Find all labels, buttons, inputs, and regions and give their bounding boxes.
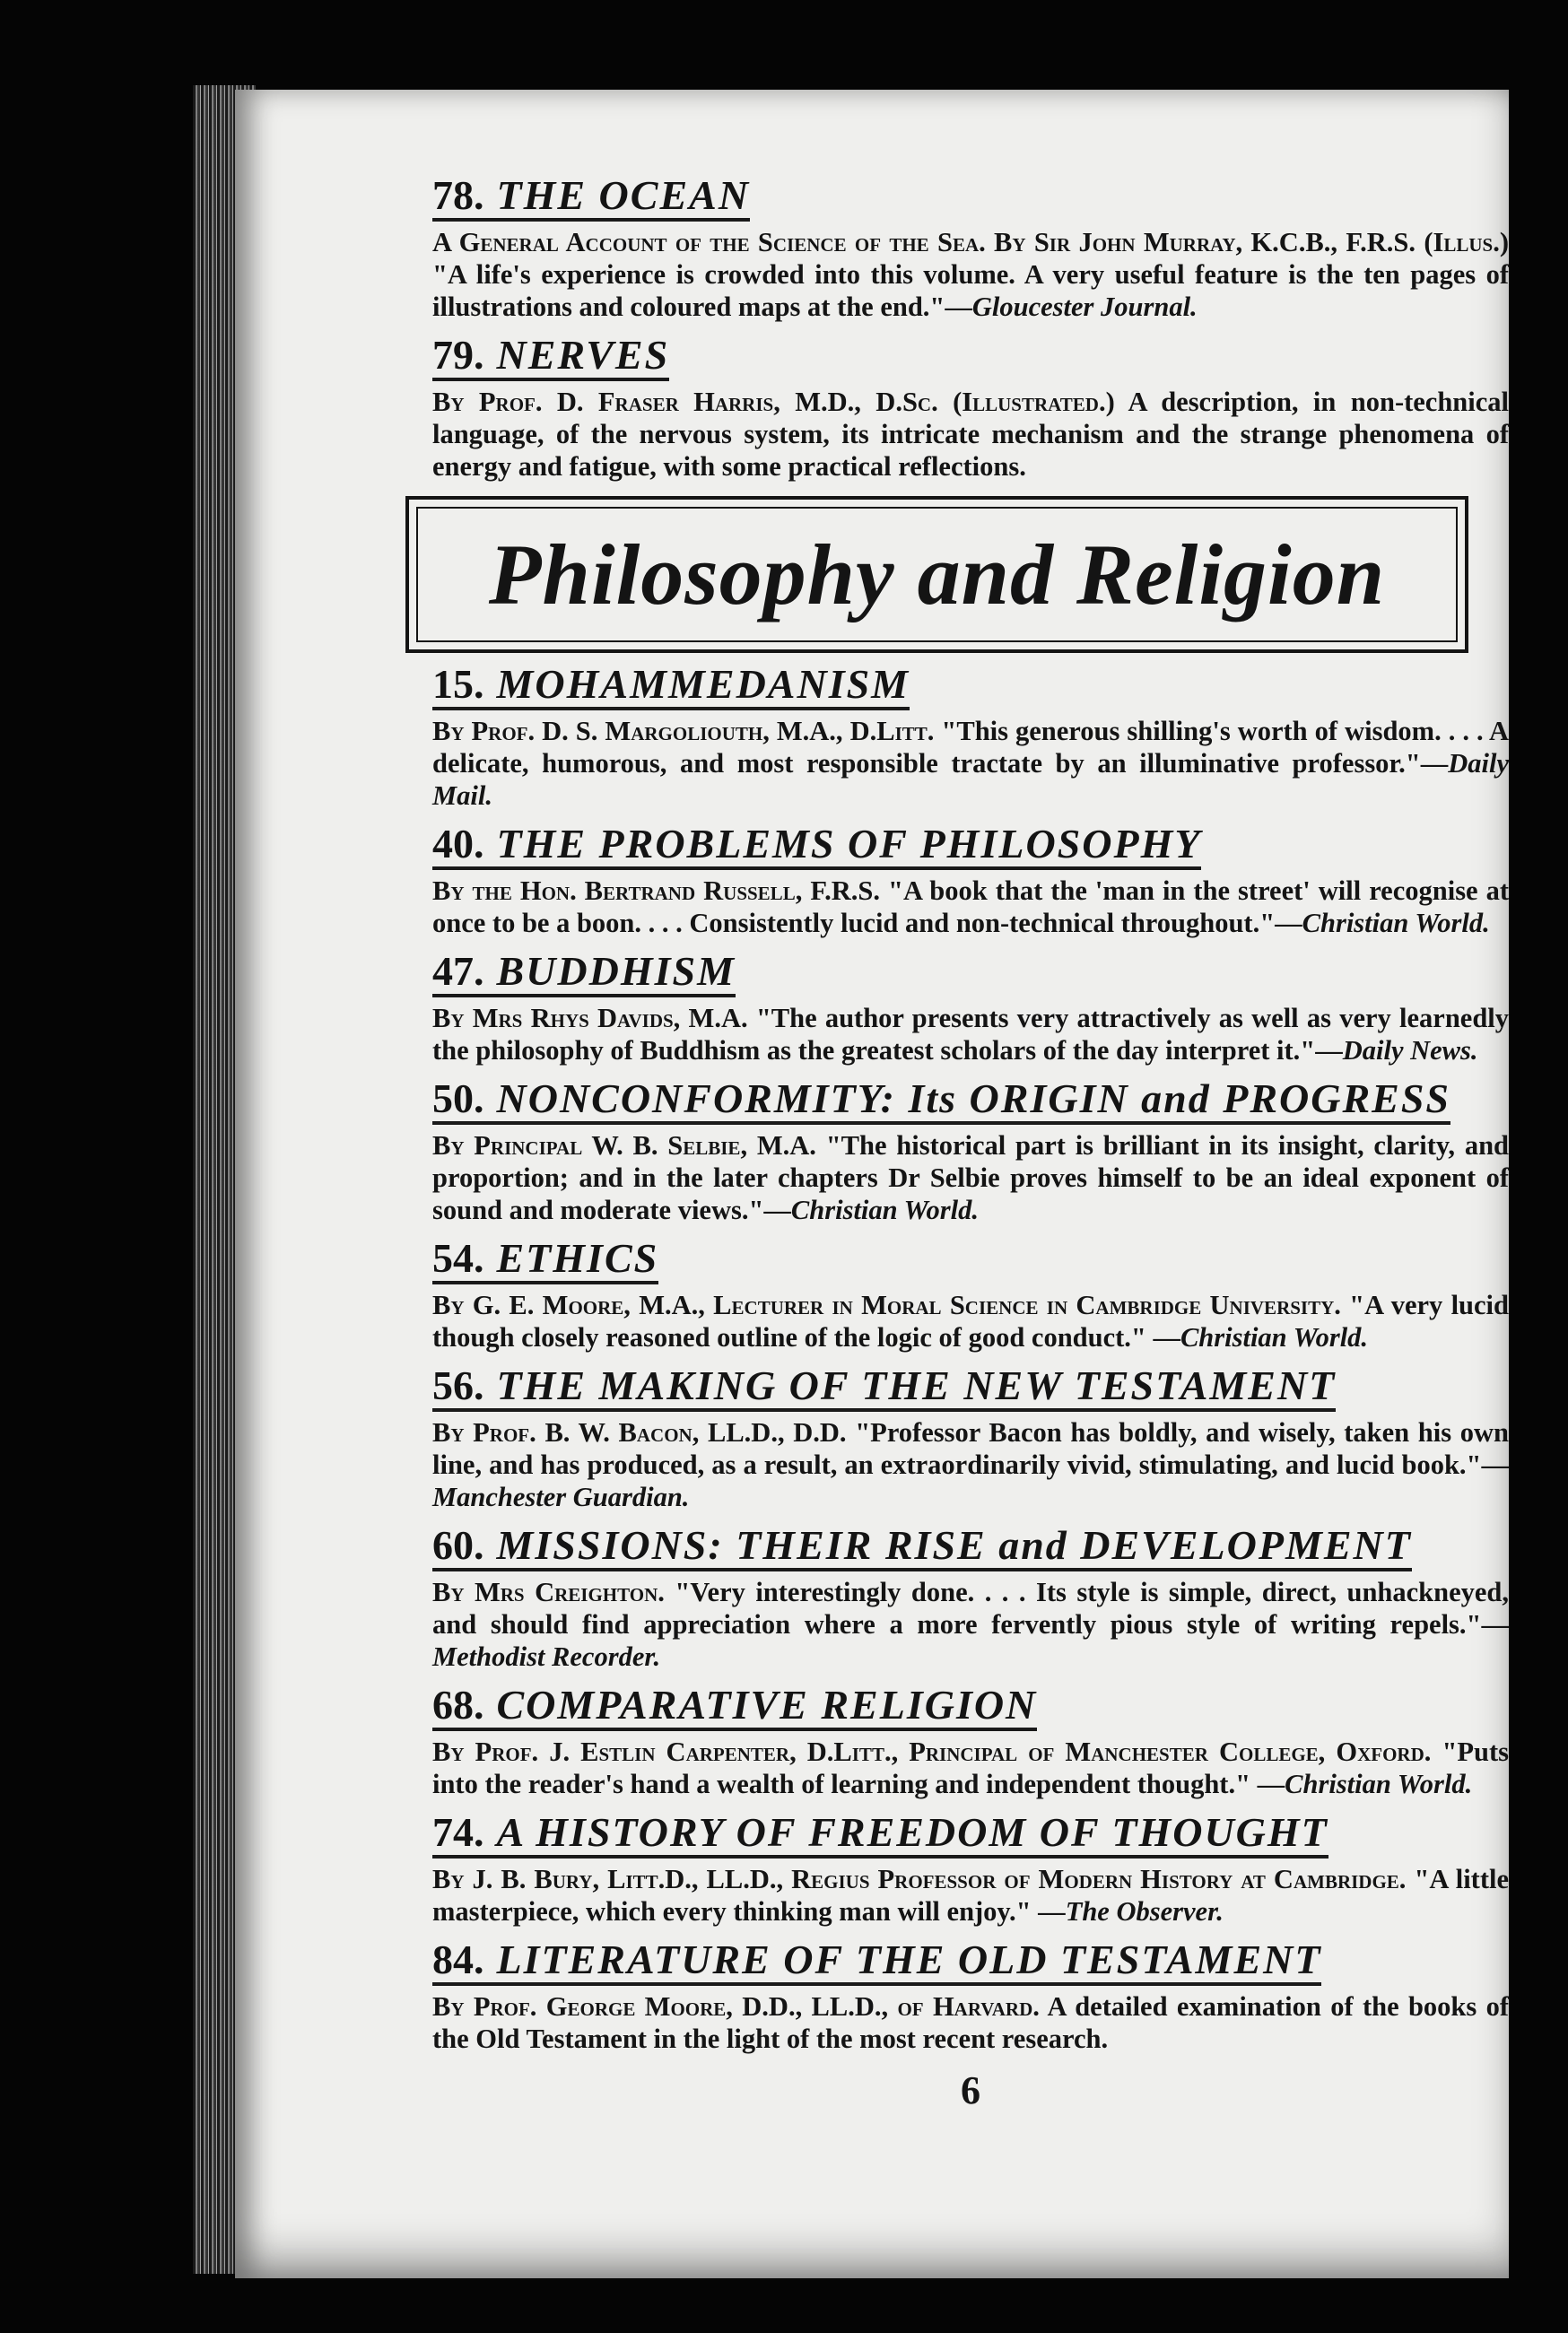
- catalog-entry: [432, 820, 1509, 940]
- entry-source: Daily News.: [1342, 1034, 1478, 1066]
- entry-number: 84.: [432, 1936, 484, 1982]
- entry-description: "The author presents very attractively as well as very learnedly the philosophy of Buddhism as the greatest scholars of the day interpret it."—: [432, 1002, 1510, 1066]
- entry-body: [432, 1130, 1509, 1227]
- entry-title: MOHAMMEDANISM: [496, 660, 910, 707]
- entry-source: Methodist Recorder.: [432, 1641, 661, 1672]
- entry-author: By G. E. Moore, M.A., Lecturer in Moral Science in Cambridge University.: [432, 1289, 1341, 1320]
- entry-number: 79.: [432, 331, 484, 378]
- entry-description: "The historical part is brilliant in its insight, clarity, and proportion; and in the later chapters Dr Selbie proves himself to be an ideal exponent of sound and moderate views."—: [432, 1129, 1509, 1225]
- entry-title: A HISTORY OF FREEDOM OF THOUGHT: [496, 1808, 1328, 1855]
- entry-body: [432, 1417, 1509, 1514]
- entry-description: A detailed examination of the books of the Old Testament in the light of the most recent research.: [432, 1990, 1509, 2054]
- entry-description: "Puts into the reader's hand a wealth of learning and independent thought." —: [432, 1736, 1509, 1799]
- entry-heading: [432, 1808, 1328, 1859]
- entry-body: [432, 1737, 1509, 1801]
- entry-title: COMPARATIVE RELIGION: [496, 1681, 1038, 1728]
- entry-title: NONCONFORMITY: Its ORIGIN and PROGRESS: [496, 1075, 1451, 1121]
- entry-source: Christian World.: [1285, 1768, 1473, 1799]
- entry-number: 78.: [432, 172, 484, 218]
- section-banner-inner: [416, 507, 1458, 642]
- entry-description: "Very interestingly done. . . . Its style is simple, direct, unhackneyed, and should find appreciation where a more fervently pious style of writing repels."—: [432, 1576, 1510, 1640]
- entry-author: By the Hon. Bertrand Russell, F.R.S.: [432, 875, 881, 906]
- entry-heading: [432, 947, 736, 997]
- entry-heading: [432, 331, 670, 381]
- entry-number: 56.: [432, 1362, 484, 1408]
- entry-body: [432, 1864, 1509, 1928]
- entry-heading: [432, 1521, 1412, 1571]
- entry-body: [432, 1290, 1509, 1354]
- entry-title: MISSIONS: THEIR RISE and DEVELOPMENT: [496, 1521, 1412, 1568]
- entry-heading: [432, 1681, 1038, 1731]
- entry-title: THE MAKING OF THE NEW TESTAMENT: [496, 1362, 1337, 1408]
- section-banner: [405, 496, 1468, 653]
- catalog-entry: [432, 172, 1509, 324]
- entry-description: "A little masterpiece, which every thinking man will enjoy." —: [432, 1863, 1509, 1927]
- entry-source: Manchester Guardian.: [432, 1481, 690, 1512]
- page-number: 6: [961, 2068, 980, 2112]
- entry-description: "This generous shilling's worth of wisdom. . . . A delicate, humorous, and most responsible tractate by an illuminative professor."—: [432, 715, 1509, 779]
- catalog-entry: [432, 1936, 1509, 2056]
- entry-author: By Principal W. B. Selbie, M.A.: [432, 1129, 816, 1161]
- entry-heading: [432, 1362, 1337, 1412]
- entry-heading: [432, 820, 1202, 870]
- book-page: [235, 90, 1509, 2278]
- entry-description: "A very lucid though closely reasoned outline of the logic of good conduct." —: [432, 1289, 1509, 1353]
- entry-author: By Prof. D. S. Margoliouth, M.A., D.Litt.: [432, 715, 935, 746]
- entry-description: A description, in non-technical language, of the nervous system, its intricate mechanism and the strange phenomena of energy and fatigue, with some practical reflections.: [432, 386, 1509, 482]
- entry-source: Christian World.: [1180, 1321, 1369, 1353]
- entry-author: By Prof. D. Fraser Harris, M.D., D.Sc. (Illustrated.): [432, 386, 1115, 417]
- entry-number: 60.: [432, 1521, 484, 1568]
- entry-body: [432, 387, 1509, 483]
- catalog-entry: [432, 1075, 1509, 1227]
- entry-author: By Mrs Rhys Davids, M.A.: [432, 1002, 748, 1033]
- entry-author: By Prof. George Moore, D.D., LL.D., of Harvard.: [432, 1990, 1040, 2022]
- entry-description: "Professor Bacon has boldly, and wisely, taken his own line, and has produced, as a result, an extraordinarily vivid, stimulating, and lucid book."—: [432, 1416, 1510, 1480]
- catalog-entry: [432, 1521, 1510, 1674]
- catalog-entry: [432, 947, 1510, 1067]
- entry-heading: [432, 1234, 659, 1284]
- entry-body: [432, 227, 1509, 324]
- entry-body: [432, 875, 1509, 940]
- catalog-entry: [432, 1681, 1509, 1801]
- section-title: Philosophy and Religion: [488, 526, 1386, 622]
- entry-heading: [432, 1075, 1451, 1125]
- top-entry-list: [432, 172, 1509, 483]
- entry-body: [432, 1991, 1509, 2056]
- catalog-entry: [432, 1362, 1510, 1514]
- entry-heading: [432, 1936, 1322, 1986]
- entry-source: Daily Mail.: [432, 747, 1509, 811]
- entry-author: A General Account of the Science of the Sea. By Sir John Murray, K.C.B., F.R.S. (Illus.): [432, 227, 1509, 257]
- entry-list: [432, 660, 1510, 2056]
- entry-description: "A life's experience is crowded into this volume. A very useful feature is the ten pages of illustrations and coloured maps at the end."—: [432, 258, 1509, 322]
- entry-number: 47.: [432, 947, 484, 994]
- entry-body: [432, 716, 1509, 813]
- page-content: [432, 172, 1510, 2112]
- entry-number: 68.: [432, 1681, 484, 1728]
- entry-source: Christian World.: [790, 1194, 979, 1225]
- catalog-entry: [432, 1234, 1509, 1354]
- entry-title: LITERATURE OF THE OLD TESTAMENT: [496, 1936, 1322, 1982]
- entry-source: The Observer.: [1065, 1895, 1224, 1927]
- entry-body: [432, 1577, 1509, 1674]
- entry-title: ETHICS: [496, 1234, 659, 1281]
- entry-source: Gloucester Journal.: [971, 291, 1198, 322]
- entry-number: 40.: [432, 820, 484, 866]
- catalog-entry: [432, 660, 1509, 813]
- entry-heading: [432, 660, 910, 710]
- catalog-entry: [432, 331, 1509, 483]
- entry-author: By Mrs Creighton.: [432, 1576, 665, 1607]
- entry-number: 54.: [432, 1234, 484, 1281]
- entry-title: BUDDHISM: [496, 947, 736, 994]
- entry-source: Christian World.: [1302, 907, 1490, 938]
- entry-author: By Prof. B. W. Bacon, LL.D., D.D.: [432, 1416, 847, 1448]
- entry-body: [432, 1003, 1509, 1067]
- entry-description: "A book that the 'man in the street' will recognise at once to be a boon. . . . Consistently lucid and non-technical throughout."—: [432, 875, 1509, 938]
- entry-title: THE OCEAN: [496, 172, 751, 218]
- catalog-entry: [432, 1808, 1509, 1928]
- entry-author: By Prof. J. Estlin Carpenter, D.Litt., Principal of Manchester College, Oxford.: [432, 1736, 1432, 1767]
- entry-number: 50.: [432, 1075, 484, 1121]
- entry-number: 74.: [432, 1808, 484, 1855]
- entry-number: 15.: [432, 660, 484, 707]
- entry-heading: [432, 172, 751, 222]
- entry-title: NERVES: [496, 331, 670, 378]
- entry-title: THE PROBLEMS OF PHILOSOPHY: [496, 820, 1202, 866]
- entry-author: By J. B. Bury, Litt.D., LL.D., Regius Professor of Modern History at Cambridge.: [432, 1863, 1407, 1894]
